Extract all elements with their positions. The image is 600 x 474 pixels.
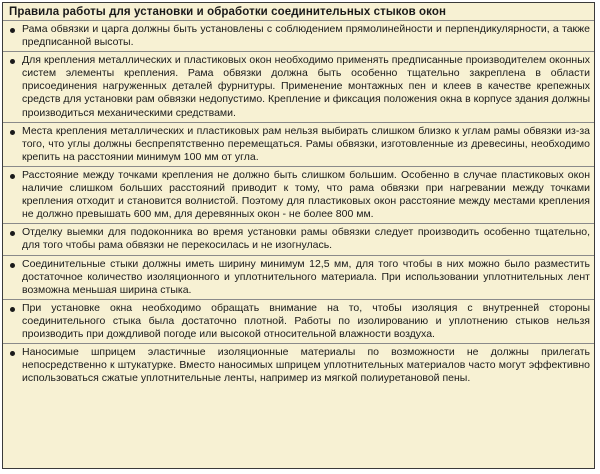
panel-title: Правила работы для установки и обработки соединительных стыков окон [9,6,447,18]
bullet-dot-icon [10,307,15,312]
bullet-dot-icon [10,130,15,135]
rule-item [3,166,594,223]
rule-text: Для крепления металлических и пластиковых окон необходимо применять предписанные производителем оконных систем элементы крепления. Рама обвязки должна быть особенно тщательно закреплена в области присоединения нагруженных деталей фурнитуры. Применение монтажных пен и клеев в качестве крепежных средств для установки рам обвязки недопустимо. Крепление и фиксация положения окна в корпусе здания должны производиться механическими средствами. [22,54,590,119]
bullet-dot-icon [10,231,15,236]
rule-item [3,223,594,254]
rule-item [3,122,594,166]
rule-text: Расстояние между точками крепления не должно быть слишком большим. Особенно в случае пластиковых окон наличие слишком больших расстояний приводит к тому, что рама обвязки при нагревании между точками крепления отходит и становится волнистой. Поэтому для пластиковых окон расстояние между местами крепления не должно превышать 600 мм, для деревянных окон - не более 800 мм. [22,168,590,221]
rule-text: Наносимые шприцем эластичные изоляционные материалы по возможности не должны прилегать непосредственно к штукатурке. Вместо наносимых шприцем уплотнительных материалов часто могут эффективно использоваться сжатые уплотнительные ленты, например из мягкой полиуретановой пены. [22,346,590,385]
bullet-dot-icon [10,59,15,64]
rule-text: Отделку выемки для подоконника во время установки рамы обвязки следует производить особенно тщательно, для того чтобы рама обвязки не перекосилась и не изогнулась. [22,226,590,252]
bullet-dot-icon [10,174,15,179]
rule-item [3,20,594,51]
rule-item [3,51,594,121]
rules-panel [2,2,595,469]
rule-text: При установке окна необходимо обращать внимание на то, чтобы изоляция с внутренней стороны соединительного стыка была достаточно плотной. Работы по изолированию и уплотнению стыков нельзя производить при дождливой погоде или высокой относительной влажности воздуха. [22,301,590,340]
bullet-dot-icon [10,28,15,33]
bullet-dot-icon [10,351,15,356]
bullet-dot-icon [10,263,15,268]
rule-item [3,343,594,387]
rule-item [3,299,594,343]
rule-text: Места крепления металлических и пластиковых рам нельзя выбирать слишком близко к углам рамы обвязки из-за того, что углы должны беспрепятственно перемещаться. Рамы обвязки, изготовленные из древесины, необходимо крепить на расстоянии минимум 100 мм от угла. [22,124,590,163]
rule-text: Рама обвязки и царга должны быть установлены с соблюдением прямолинейности и перпендикулярности, а также предписанной высоты. [22,23,590,49]
rule-item [3,255,594,299]
rules-list [3,20,594,387]
rule-text: Соединительные стыки должны иметь ширину минимум 12,5 мм, для того чтобы в них можно было разместить достаточное количество изоляционного и уплотнительного материала. При использовании уплотнительных лент возможна меньшая ширина стыка. [22,257,590,296]
